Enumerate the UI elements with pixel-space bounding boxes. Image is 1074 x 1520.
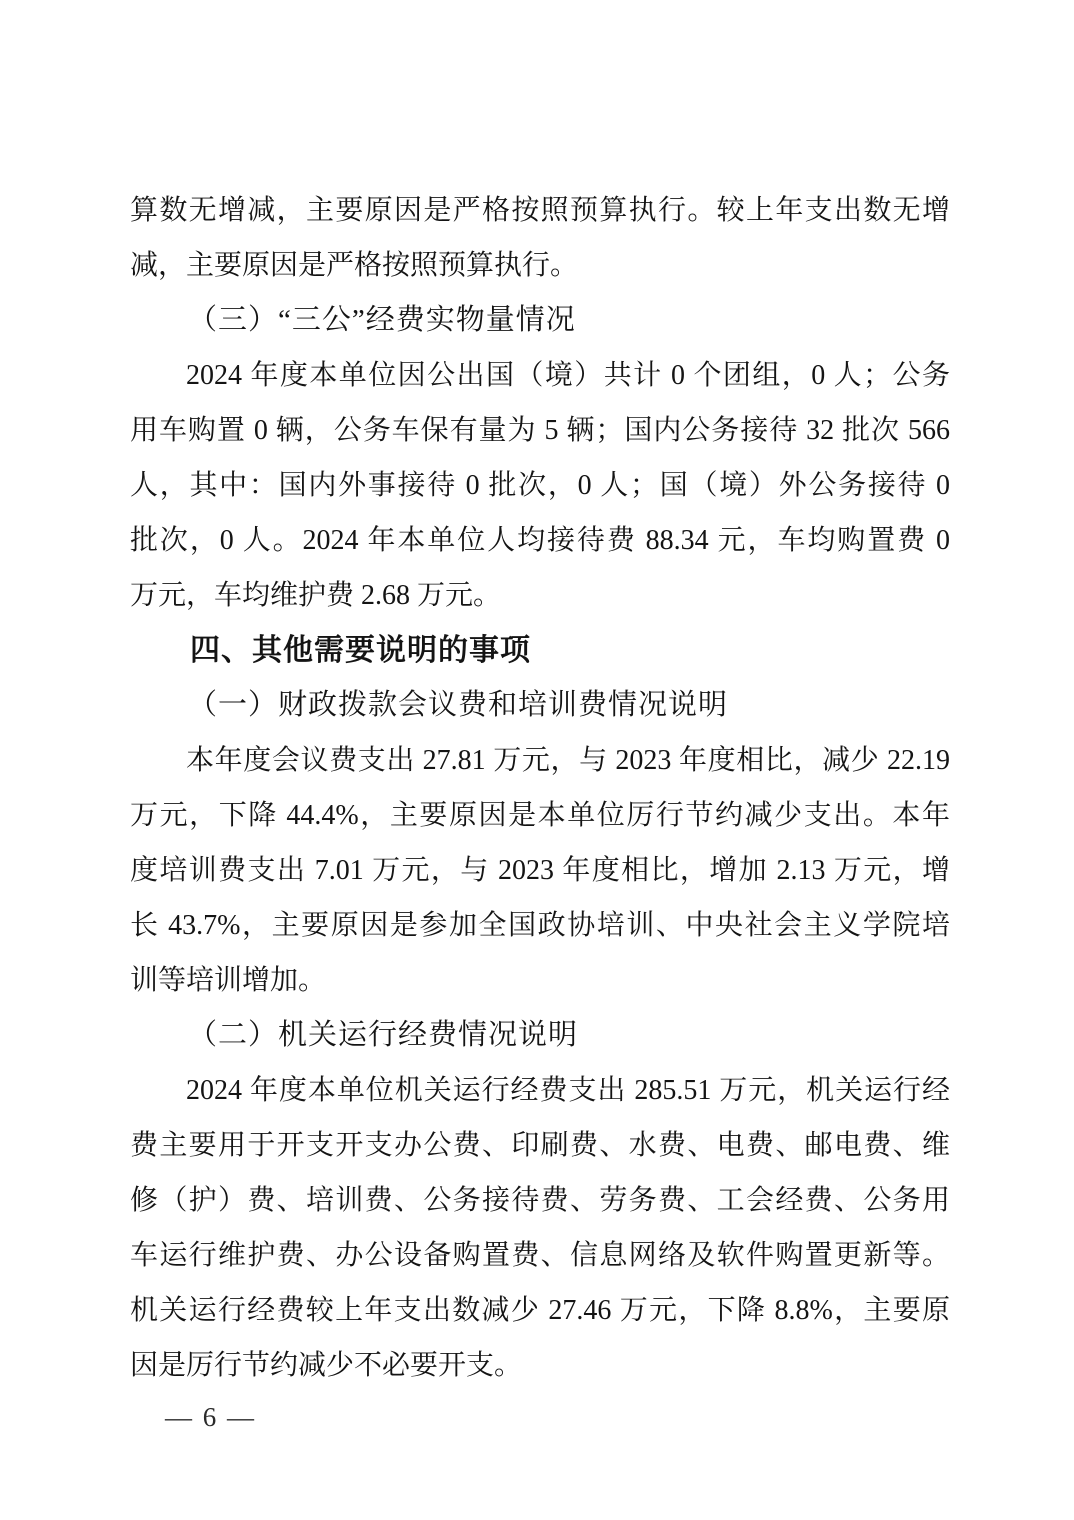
text-line: 费主要用于开支开支办公费、印刷费、水费、电费、邮电费、维 [130, 1130, 950, 1161]
text-line: 机关运行经费较上年支出数减少 27.46 万元，下降 8.8%，主要原 [130, 1295, 950, 1326]
text-line: 训等培训增加。 [130, 965, 327, 996]
text-line: （三）“三公”经费实物量情况 [188, 304, 576, 336]
text-line: 人，其中：国内外事接待 0 批次，0 人；国（境）外公务接待 0 [130, 470, 950, 501]
text-line: 长 43.7%，主要原因是参加全国政协培训、中央社会主义学院培 [130, 910, 950, 941]
text-line: 万元，车均维护费 2.68 万元。 [130, 580, 502, 611]
text-line: 2024 年度本单位机关运行经费支出 285.51 万元，机关运行经 [186, 1075, 950, 1106]
document-text [130, 183, 950, 1393]
text-line: 减，主要原因是严格按照预算执行。 [130, 250, 579, 281]
text-line: 因是厉行节约减少不必要开支。 [130, 1350, 523, 1381]
text-line: 万元，下降 44.4%，主要原因是本单位厉行节约减少支出。本年 [130, 800, 950, 831]
text-line: 车运行维护费、办公设备购置费、信息网络及软件购置更新等。 [130, 1240, 950, 1271]
text-line: 算数无增减，主要原因是严格按照预算执行。较上年支出数无增 [130, 195, 950, 226]
text-line: 批次，0 人。2024 年本单位人均接待费 88.34 元，车均购置费 0 [130, 525, 950, 556]
text-line: （一）财政拨款会议费和培训费情况说明 [188, 689, 729, 721]
text-line: 四、其他需要说明的事项 [190, 634, 531, 667]
text-line: 度培训费支出 7.01 万元，与 2023 年度相比，增加 2.13 万元，增 [130, 855, 950, 886]
text-line: 修（护）费、培训费、公务接待费、劳务费、工会经费、公务用 [130, 1185, 950, 1216]
text-line: 本年度会议费支出 27.81 万元，与 2023 年度相比，减少 22.19 [186, 745, 950, 776]
text-line: 用车购置 0 辆，公务车保有量为 5 辆；国内公务接待 32 批次 566 [130, 415, 950, 446]
page-number: — 6 — [165, 1402, 256, 1432]
text-line: 2024 年度本单位因公出国（境）共计 0 个团组，0 人；公务 [186, 360, 950, 391]
text-line: （二）机关运行经费情况说明 [188, 1019, 579, 1051]
